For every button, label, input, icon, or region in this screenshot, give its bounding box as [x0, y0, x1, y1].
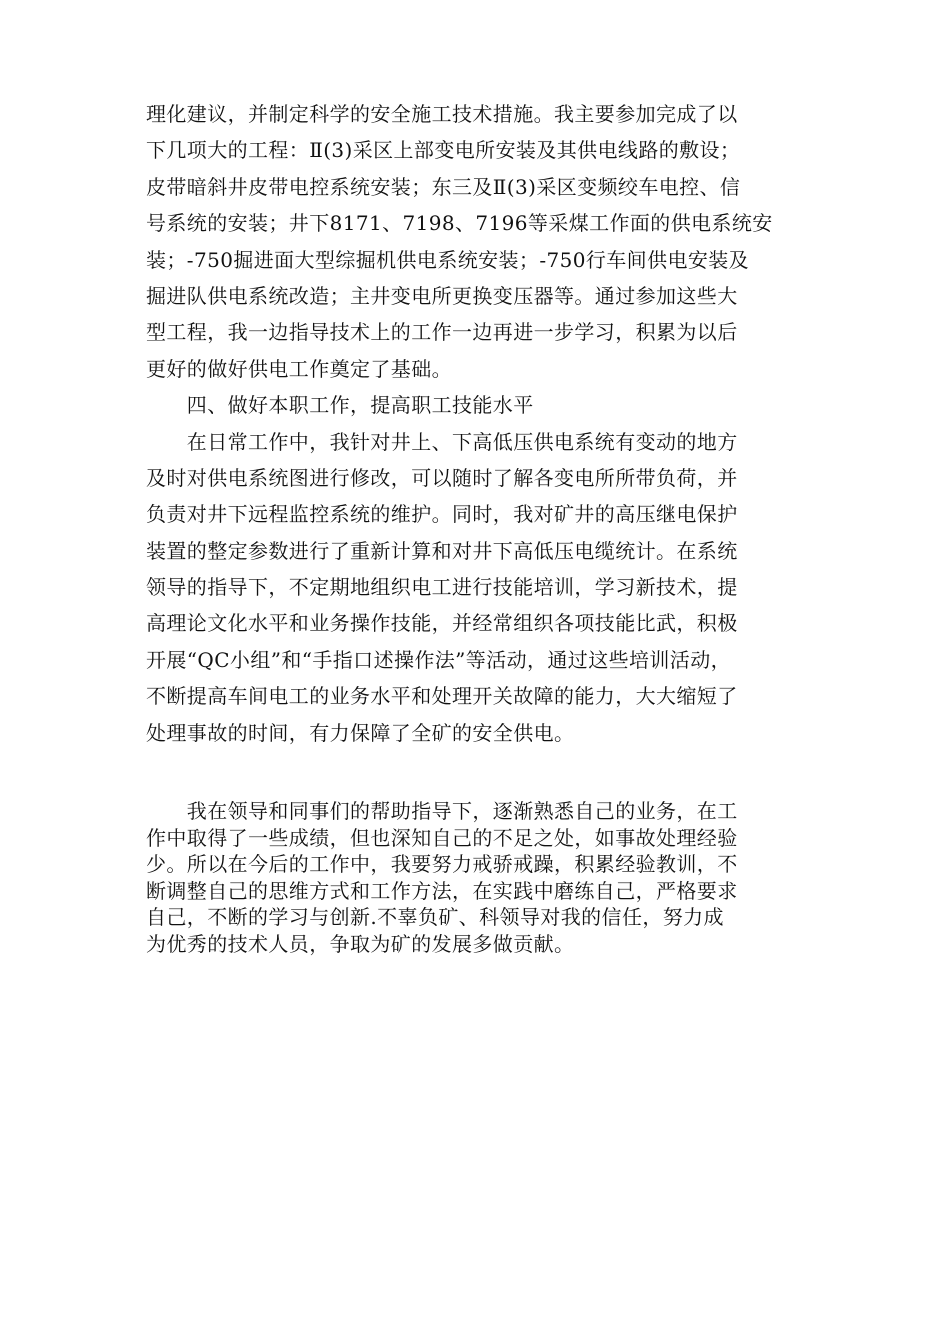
body-text-closing [146, 798, 818, 958]
text-line: 及时对供电系统图进行修改，可以随时了解各变电所所带负荷，并 [146, 465, 738, 490]
text-line: 理化建议，并制定科学的安全施工技术措施。我主要参加完成了以 [146, 102, 738, 126]
text-line: 下几项大的工程：Ⅱ(3)采区上部变电所安装及其供电线路的敷设； [146, 138, 741, 163]
text-line: 号系统的安装；井下8171、7198、7196等采煤工作面的供电系统安 [146, 211, 773, 236]
text-line: 自己，不断的学习与创新.不辜负矿、科领导对我的信任，努力成 [146, 905, 724, 930]
text-line: 少。所以在今后的工作中，我要努力戒骄戒躁，积累经验教训，不 [146, 852, 738, 877]
text-line: 领导的指导下，不定期地组织电工进行技能培训，学习新技术，提 [146, 575, 738, 600]
text-line: 不断提高车间电工的业务水平和处理开关故障的能力，大大缩短了 [146, 684, 738, 709]
text-line: 负责对井下远程监控系统的维护。同时，我对矿井的高压继电保护 [146, 502, 738, 527]
text-line: 掘进队供电系统改造；主井变电所更换变压器等。通过参加这些大 [146, 283, 738, 308]
text-line: 皮带暗斜井皮带电控系统安装；东三及Ⅱ(3)采区变频绞车电控、信 [146, 174, 741, 199]
text-line: 为优秀的技术人员，争取为矿的发展多做贡献。 [146, 931, 575, 956]
text-line: 型工程，我一边指导技术上的工作一边再进一步学习，积累为以后 [146, 320, 738, 345]
text-line: 高理论文化水平和业务操作技能，并经常组织各项技能比武，积极 [146, 611, 738, 636]
text-line: 更好的做好供电工作奠定了基础。 [146, 356, 452, 381]
body-text-main [146, 96, 818, 751]
text-line: 装置的整定参数进行了重新计算和对井下高低压电缆统计。在系统 [146, 538, 738, 563]
text-line: 在日常工作中，我针对井上、下高低压供电系统有变动的地方 [146, 429, 738, 454]
text-line: 作中取得了一些成绩，但也深知自己的不足之处，如事故处理经验 [146, 825, 738, 850]
text-line: 开展“QC小组”和“手指口述操作法”等活动，通过这些培训活动， [146, 647, 731, 672]
section-heading: 四、做好本职工作，提高职工技能水平 [146, 393, 534, 418]
text-line: 我在领导和同事们的帮助指导下，逐渐熟悉自己的业务，在工 [146, 799, 738, 823]
text-line: 处理事故的时间，有力保障了全矿的安全供电。 [146, 720, 575, 745]
text-line: 断调整自己的思维方式和工作方法，在实践中磨练自己，严格要求 [146, 878, 738, 903]
text-line: 装；-750掘进面大型综掘机供电系统安装；-750行车间供电安装及 [146, 247, 750, 272]
